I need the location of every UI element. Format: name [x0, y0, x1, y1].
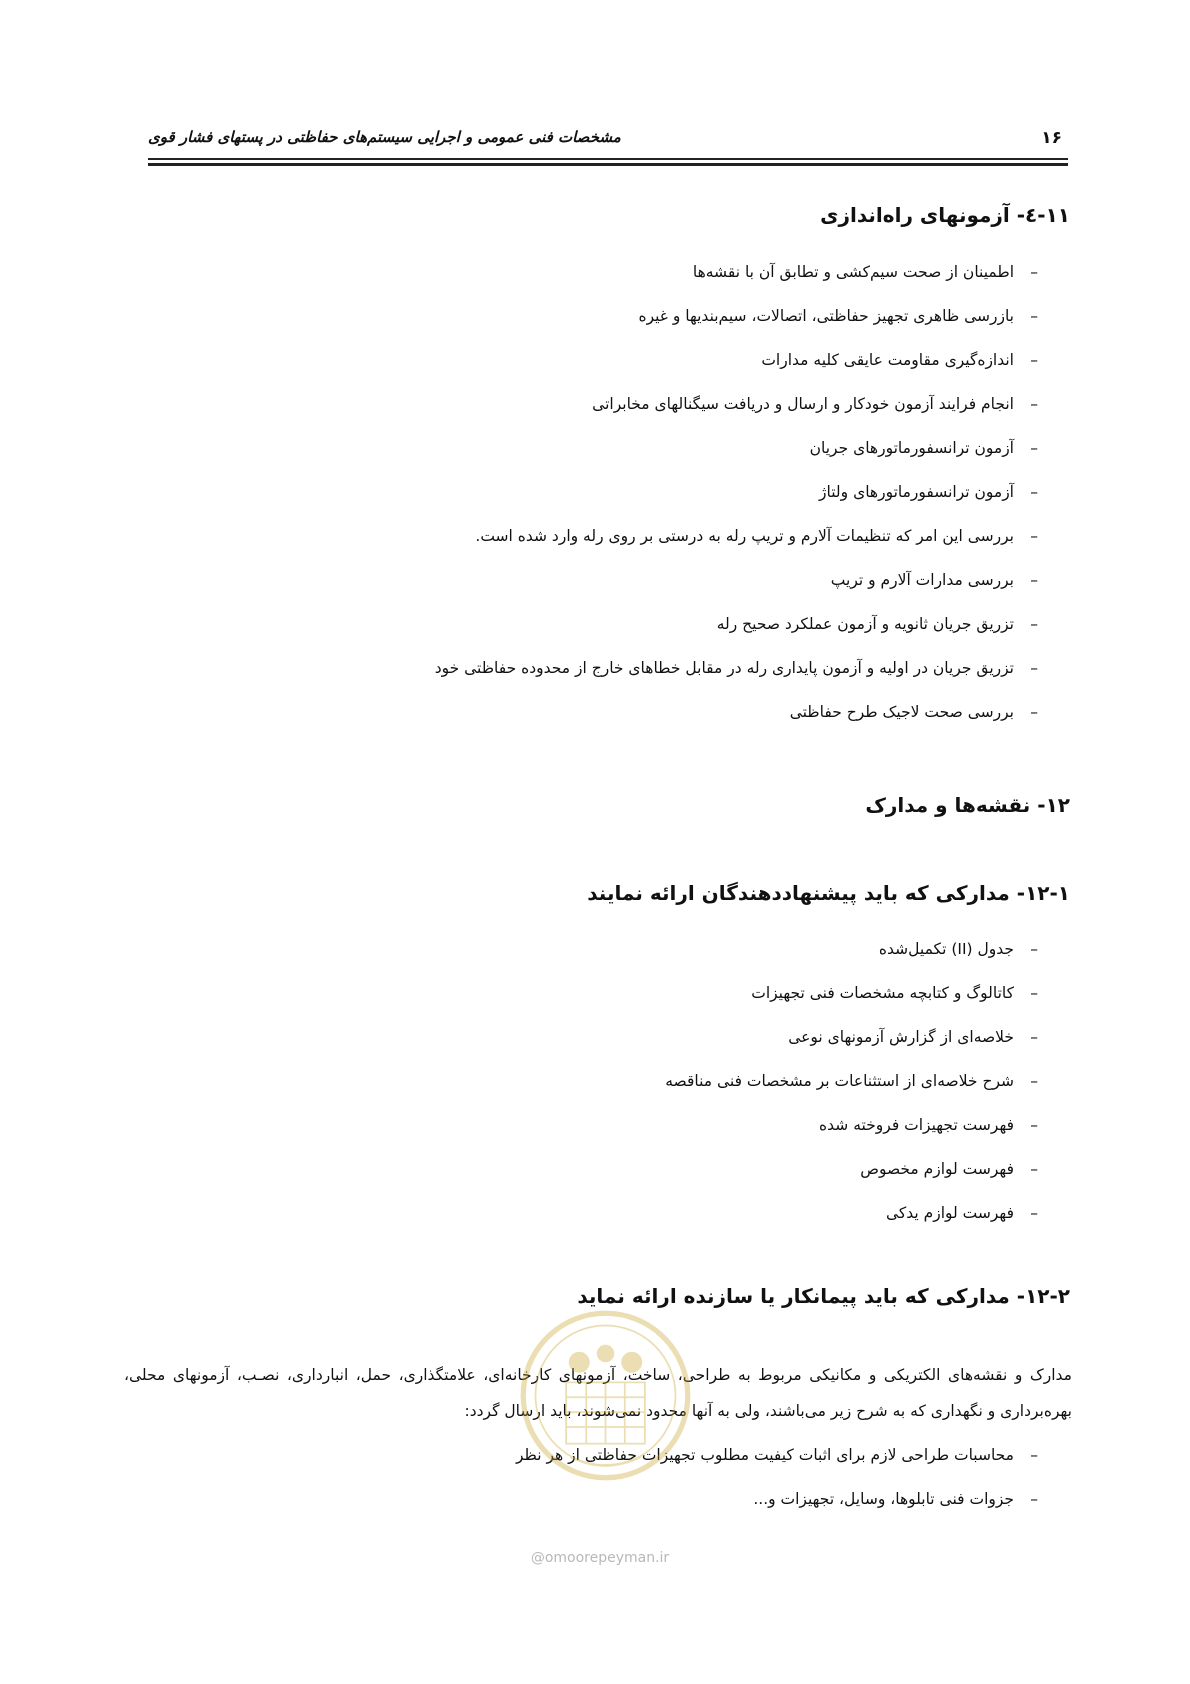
bullet-dash: –	[1030, 395, 1038, 413]
list-item-text: بررسی این امر که تنظیمات آلارم و تریپ رله به درستی بر روی رله وارد شده است.	[475, 527, 1014, 545]
header-rule	[148, 158, 1068, 160]
list-item-text: محاسبات طراحی لازم برای اثبات کیفیت مطلوب تجهیزات حفاظتی از هر نظر	[515, 1446, 1014, 1464]
list-item	[435, 558, 1038, 602]
list-item	[665, 927, 1038, 971]
bullet-dash: –	[1030, 1160, 1038, 1178]
list-item	[665, 1191, 1038, 1235]
list-item	[516, 1433, 1038, 1477]
list-item-text: انجام فرایند آزمون خودکار و ارسال و دریافت سیگنالهای مخابراتی	[592, 395, 1014, 413]
bullet-list-bidder-documents	[665, 927, 1038, 1235]
list-item	[435, 338, 1038, 382]
list-item-text: بررسی صحت لاجیک طرح حفاظتی	[789, 703, 1014, 721]
list-item-text: بازرسی ظاهری تجهیز حفاظتی، اتصالات، سیم‌بندیها و غیره	[638, 307, 1014, 325]
bullet-dash: –	[1030, 263, 1038, 281]
running-header	[148, 118, 1068, 158]
list-item	[435, 690, 1038, 734]
list-item	[435, 646, 1038, 690]
list-item	[665, 1147, 1038, 1191]
list-item-text: بررسی مدارات آلارم و تریپ	[830, 571, 1014, 589]
list-item	[435, 602, 1038, 646]
list-item	[665, 971, 1038, 1015]
page-number: ۱۶	[1041, 128, 1062, 148]
list-item-text: فهرست لوازم یدکی	[885, 1204, 1014, 1222]
list-item	[665, 1015, 1038, 1059]
bullet-dash: –	[1030, 1116, 1038, 1134]
list-item-text: تزریق جریان ثانویه و آزمون عملکرد صحیح رله	[716, 615, 1014, 633]
bullet-dash: –	[1030, 1072, 1038, 1090]
section-heading-12-2: ۱۲-۲- مدارکی که باید پیمانکار یا سازنده ارائه نماید	[577, 1284, 1070, 1308]
list-item	[435, 382, 1038, 426]
bullet-dash: –	[1030, 1204, 1038, 1222]
header-title: مشخصات فنی عمومی و اجرایی سیستم‌های حفاظتی در پستهای فشار قوی	[148, 128, 621, 146]
list-item	[516, 1477, 1038, 1521]
list-item-text: خلاصه‌ای از گزارش آزمونهای نوعی	[788, 1028, 1014, 1046]
bullet-dash: –	[1030, 351, 1038, 369]
bullet-dash: –	[1030, 483, 1038, 501]
section-heading-12-1: ۱۲-۱- مدارکی که باید پیشنهاددهندگان ارائه نمایند	[587, 881, 1070, 905]
bullet-dash: –	[1030, 1028, 1038, 1046]
list-item	[435, 514, 1038, 558]
list-item-text: فهرست لوازم مخصوص	[860, 1160, 1014, 1178]
list-item	[435, 426, 1038, 470]
section-heading-11-4: ۱۱-٤- آزمونهای راه‌اندازی	[820, 203, 1070, 227]
list-item	[435, 294, 1038, 338]
header-rule-thick	[148, 163, 1068, 166]
list-item	[665, 1103, 1038, 1147]
bullet-dash: –	[1030, 1490, 1038, 1508]
list-item-text: تزریق جریان در اولیه و آزمون پایداری رله در مقابل خطاهای خارج از محدوده حفاظتی خود	[434, 659, 1014, 677]
list-item	[665, 1059, 1038, 1103]
list-item-text: جدول (II) تکمیل‌شده	[878, 940, 1014, 958]
documents-paragraph: مدارک و نقشه‌های الکتریکی و مکانیکی مربوط به طراحی، ساخت، آزمونهای کارخانه‌ای، علامتگذاری، حمل، انبارداری، نصـب، آزمونهای محلی، بهره‌برداری و نگهداری که به شرح زیر می‌باشند، ولی به آنها محدود نمی‌شوند، باید ارسال گردد:	[124, 1366, 1072, 1420]
list-item	[435, 250, 1038, 294]
list-item-text: جزوات فنی تابلوها، وسایل، تجهیزات و...	[753, 1490, 1014, 1508]
list-item-text: اندازه‌گیری مقاومت عایقی کلیه مدارات	[761, 351, 1014, 369]
list-item-text: اطمینان از صحت سیم‌کشی و تطابق آن با نقشه‌ها	[692, 263, 1014, 281]
list-item-text: کاتالوگ و کتابچه مشخصات فنی تجهیزات	[751, 984, 1014, 1002]
bullet-dash: –	[1030, 615, 1038, 633]
bullet-dash: –	[1030, 940, 1038, 958]
bullet-dash: –	[1030, 571, 1038, 589]
bullet-dash: –	[1030, 984, 1038, 1002]
list-item	[435, 470, 1038, 514]
list-item-text: فهرست تجهیزات فروخته شده	[819, 1116, 1014, 1134]
bullet-list-commissioning-tests	[435, 250, 1038, 734]
bullet-dash: –	[1030, 703, 1038, 721]
bullet-dash: –	[1030, 1446, 1038, 1464]
section-heading-12: ۱۲- نقشه‌ها و مدارک	[865, 793, 1070, 817]
bullet-list-contractor-documents	[516, 1433, 1038, 1521]
bullet-dash: –	[1030, 659, 1038, 677]
watermark-url: @omoorepeyman.ir	[530, 1550, 670, 1566]
list-item-text: آزمون ترانسفورماتورهای ولتاژ	[819, 483, 1014, 501]
list-item-text: شرح خلاصه‌ای از استثناعات بر مشخصات فنی مناقصه	[665, 1072, 1014, 1090]
bullet-dash: –	[1030, 527, 1038, 545]
bullet-dash: –	[1030, 439, 1038, 457]
list-item-text: آزمون ترانسفورماتورهای جریان	[809, 439, 1014, 457]
bullet-dash: –	[1030, 307, 1038, 325]
